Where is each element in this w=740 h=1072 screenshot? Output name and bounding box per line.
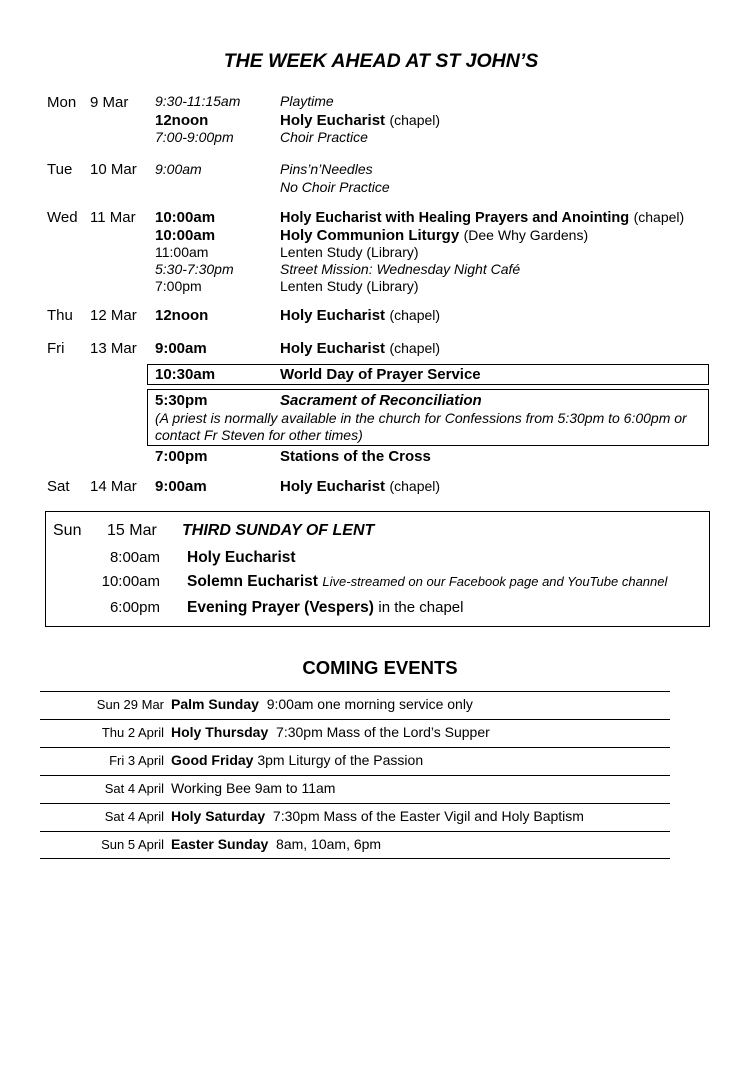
event-date: Thu 2 April — [101, 725, 164, 740]
event-text — [171, 836, 381, 852]
event-detail: 7:30pm Mass of the Easter Vigil and Holy Baptism — [272, 808, 584, 824]
divider — [40, 691, 670, 692]
mon-time-3: 7:00-9:00pm — [155, 129, 234, 145]
sun-time-1: 8:00am — [109, 549, 160, 566]
date-wed: 11 Mar — [90, 209, 136, 226]
date-mon: 9 Mar — [90, 94, 129, 111]
divider — [40, 747, 670, 748]
day-fri: Fri — [47, 340, 65, 357]
fri-time-4: 7:00pm — [155, 448, 208, 465]
wed-time-3: 11:00am — [155, 244, 209, 260]
wed-event-5: Lenten Study (Library) — [280, 278, 419, 294]
mon-event-2-title: Holy Eucharist — [280, 112, 386, 129]
divider — [40, 803, 670, 804]
day-mon: Mon — [47, 94, 77, 111]
fri-time-2: 10:30am — [155, 366, 216, 383]
sun-date: 15 Mar — [107, 522, 157, 539]
mon-event-1: Playtime — [280, 93, 334, 109]
sat-event-1-title: Holy Eucharist — [280, 478, 386, 495]
event-detail: Working Bee 9am to 11am — [171, 780, 336, 796]
page-title: THE WEEK AHEAD AT ST JOHN’S — [223, 50, 539, 72]
event-text — [171, 808, 584, 824]
event-detail: 7:30pm Mass of the Lord’s Supper — [276, 724, 490, 740]
sat-event-1-note: (chapel) — [389, 478, 441, 494]
wed-event-2-title: Holy Communion Liturgy — [280, 227, 460, 244]
coming-events-heading: COMING EVENTS — [302, 657, 458, 678]
wed-event-2-note: (Dee Why Gardens) — [463, 227, 589, 243]
date-fri: 13 Mar — [90, 340, 137, 357]
fri-event-2: World Day of Prayer Service — [280, 366, 481, 383]
wed-time-1: 10:00am — [155, 209, 216, 226]
wed-time-5: 7:00pm — [155, 278, 202, 294]
divider — [40, 775, 670, 776]
wed-event-1-title: Holy Eucharist with Healing Prayers and Anointing — [280, 210, 630, 226]
divider — [40, 831, 670, 832]
tue-event-2: No Choir Practice — [280, 179, 390, 195]
sun-event-1: Holy Eucharist — [187, 549, 296, 566]
tue-event-1: Pins’n’Needles — [280, 161, 373, 177]
event-name: Holy Saturday — [171, 808, 266, 824]
mon-time-2: 12noon — [155, 112, 209, 129]
wed-event-3: Lenten Study (Library) — [280, 244, 419, 260]
mon-event-2-note: (chapel) — [389, 112, 441, 128]
date-sat: 14 Mar — [90, 478, 137, 495]
event-name: Good Friday — [171, 752, 254, 768]
divider — [40, 719, 670, 720]
fri-time-1: 9:00am — [155, 340, 207, 357]
event-date: Sun 29 Mar — [96, 697, 164, 712]
sun-time-2: 10:00am — [101, 573, 160, 590]
wed-event-1-note: (chapel) — [633, 209, 685, 225]
day-wed: Wed — [47, 209, 78, 226]
sun-day: Sun — [53, 522, 82, 539]
event-text — [171, 780, 335, 796]
sat-event-1 — [280, 478, 440, 496]
fri-event-1-note: (chapel) — [389, 340, 441, 356]
sun-event-3 — [187, 599, 464, 617]
sun-event-2 — [187, 573, 667, 591]
mon-time-1: 9:30-11:15am — [155, 93, 241, 109]
wed-event-2 — [280, 227, 588, 245]
event-text — [171, 752, 423, 768]
sun-event-2-note: Live-streamed on our Facebook page and YouTube channel — [322, 574, 668, 589]
thu-event-1-note: (chapel) — [389, 307, 441, 323]
date-thu: 12 Mar — [90, 307, 137, 324]
event-date: Sat 4 April — [104, 809, 164, 824]
event-detail: 8am, 10am, 6pm — [276, 836, 382, 852]
sun-event-3-title: Evening Prayer (Vespers) — [187, 599, 374, 616]
event-date: Sun 5 April — [101, 837, 164, 852]
fri-event-1-title: Holy Eucharist — [280, 340, 386, 357]
day-tue: Tue — [47, 161, 73, 178]
event-name: Palm Sunday — [171, 696, 259, 712]
wed-time-2: 10:00am — [155, 227, 216, 244]
wed-event-4: Street Mission: Wednesday Night Café — [280, 261, 521, 277]
thu-event-1 — [280, 307, 440, 325]
date-tue: 10 Mar — [90, 161, 137, 178]
fri-event-1 — [280, 340, 440, 358]
wed-time-4: 5:30-7:30pm — [155, 261, 234, 277]
sun-event-3-note: in the chapel — [378, 599, 464, 616]
event-date: Fri 3 April — [109, 753, 164, 768]
event-name: Holy Thursday — [171, 724, 269, 740]
event-detail: 3pm Liturgy of the Passion — [257, 752, 424, 768]
fri-event-3: Sacrament of Reconciliation — [280, 392, 482, 409]
sun-time-3: 6:00pm — [109, 599, 160, 616]
wed-event-1 — [280, 209, 684, 227]
tue-time-1: 9:00am — [155, 161, 202, 177]
sat-time-1: 9:00am — [155, 478, 207, 495]
thu-event-1-title: Holy Eucharist — [280, 307, 386, 324]
fri-event-4: Stations of the Cross — [280, 448, 431, 465]
day-sat: Sat — [47, 478, 70, 495]
mon-event-3: Choir Practice — [280, 129, 368, 145]
day-thu: Thu — [47, 307, 73, 324]
divider — [40, 858, 670, 859]
event-text — [171, 724, 490, 740]
event-text — [171, 696, 473, 712]
thu-time-1: 12noon — [155, 307, 209, 324]
event-detail: 9:00am one morning service only — [266, 696, 473, 712]
event-date: Sat 4 April — [104, 781, 164, 796]
mon-event-2 — [280, 112, 440, 130]
fri-time-3: 5:30pm — [155, 392, 208, 409]
sun-heading: THIRD SUNDAY OF LENT — [182, 522, 375, 539]
event-name: Easter Sunday — [171, 836, 269, 852]
sun-event-2-title: Solemn Eucharist — [187, 573, 318, 590]
fri-event-3-note: (A priest is normally available in the church for Confessions from 5:30pm to 6:00pm or contact Fr Steven for other times) — [155, 410, 687, 443]
